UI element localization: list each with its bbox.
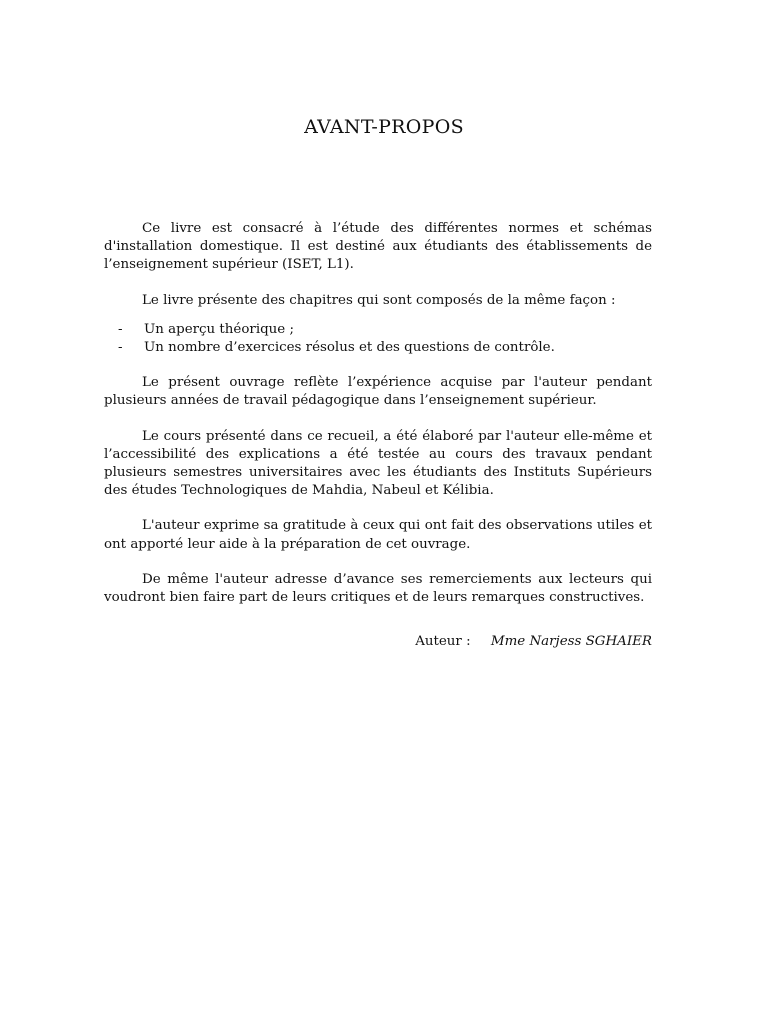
author-name: Mme Narjess SGHAIER <box>490 634 652 650</box>
paragraph-course: Le cours présenté dans ce recueil, a été élaboré par l'auteur elle-même et l’accessibilité des explications a été testée au cours des travaux pendant plusieurs semestres universitaires avec les étudiants des Instituts Supérieurs des études Technologiques de Mahdia, Nabeul et Kélibia. <box>104 428 652 499</box>
page-title: AVANT-PROPOS <box>304 116 464 138</box>
author-label: Auteur : <box>415 634 471 650</box>
body-content <box>104 220 652 651</box>
paragraph-structure: Le livre présente des chapitres qui sont composés de la même façon : <box>142 292 616 308</box>
list-marker: - <box>118 340 123 356</box>
paragraph-intro: Ce livre est consacré à l’étude des différentes normes et schémas d'installation domestique. Il est destiné aux étudiants des établissements de l’enseignement supérieur (ISET, L1). <box>104 221 652 273</box>
paragraph-gratitude: L'auteur exprime sa gratitude à ceux qui ont fait des observations utiles et ont apporté leur aide à la préparation de cet ouvrage. <box>104 518 652 552</box>
list-item-text: Un aperçu théorique ; <box>144 321 294 337</box>
chapter-structure-list <box>104 321 652 357</box>
paragraph-experience: Le présent ouvrage reflète l’expérience acquise par l'auteur pendant plusieurs années de travail pédagogique dans l’enseignement supérieur. <box>104 375 652 409</box>
list-item <box>104 321 652 339</box>
list-marker: - <box>118 321 123 337</box>
author-signature <box>104 633 652 651</box>
list-item <box>104 339 652 357</box>
list-item-text: Un nombre d’exercices résolus et des questions de contrôle. <box>144 340 555 356</box>
paragraph-thanks: De même l'auteur adresse d’avance ses remerciements aux lecteurs qui voudront bien faire part de leurs critiques et de leurs remarques constructives. <box>104 571 652 606</box>
